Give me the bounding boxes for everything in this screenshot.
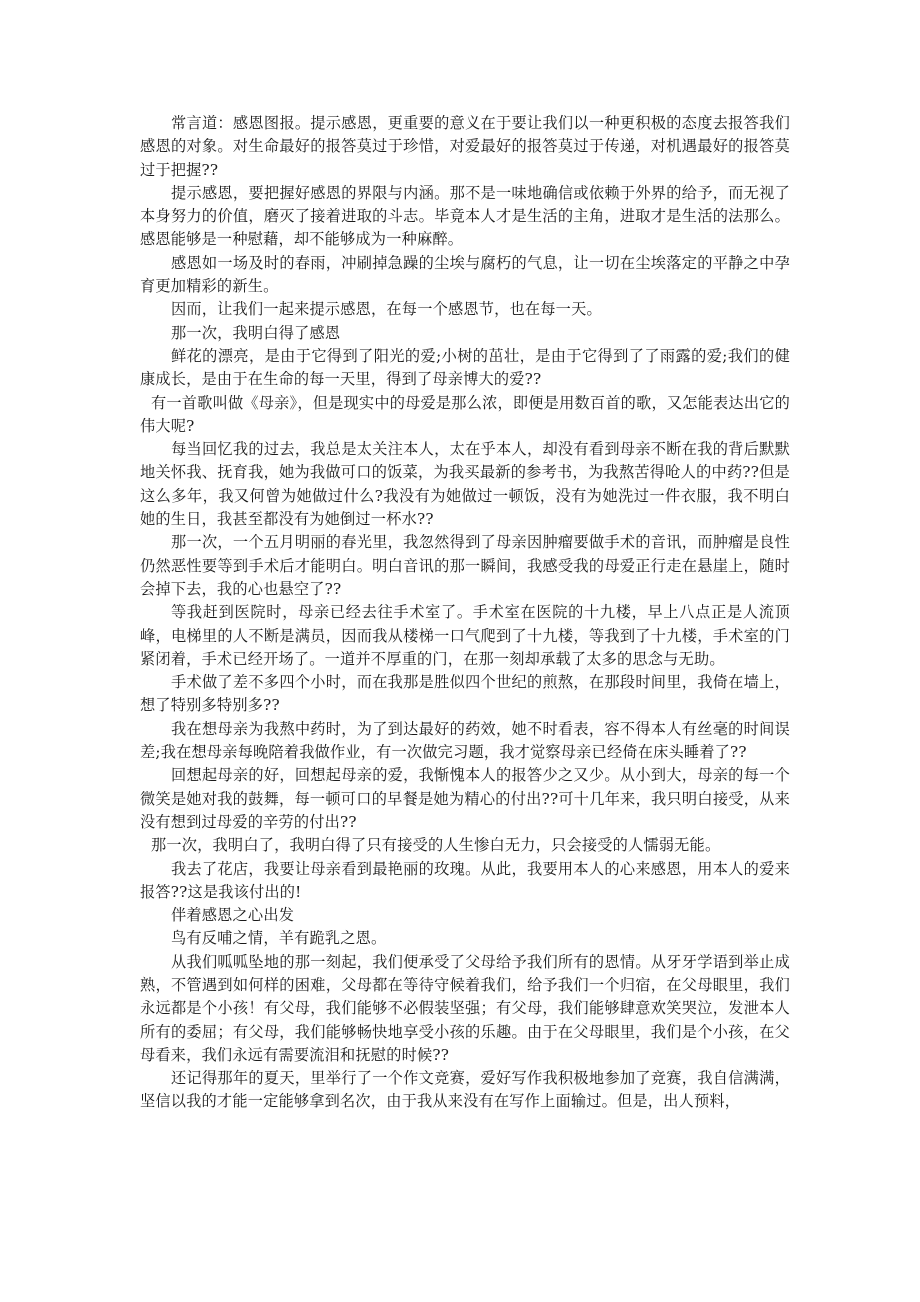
paragraph: 手术做了差不多四个小时，而在我那是胜似四个世纪的煎熬，在那段时间里，我倚在墙上，想了特别多特别多?? [140,673,790,715]
paragraph: 从我们呱呱坠地的那一刻起，我们便承受了父母给予我们所有的恩情。从牙牙学语到举止成熟，不管遇到如何样的困难，父母都在等待守候着我们，给予我们一个归宿，在父母眼里，我们永远都是个小孩！有父母，我们能够不必假装坚强；有父母，我们能够肆意欢笑哭泣，发泄本人所有的委屈；有父母，我们能够畅快地享受小孩的乐趣。由于在父母眼里，我们是个小孩，在父母看来，我们永远有需要流泪和抚慰的时候?? [140,952,790,1064]
paragraph: 有一首歌叫做《母亲》，但是现实中的母爱是那么浓，即便是用数百首的歌，又怎能表达出它的伟大呢? [140,393,790,435]
paragraph: 那一次，我明白了，我明白得了只有接受的人生惨白无力，只会接受的人懦弱无能。 [151,836,721,855]
paragraph: 我去了花店，我要让母亲看到最艳丽的玫瑰。从此，我要用本人的心来感恩，用本人的爱来报答??这是我该付出的! [140,859,790,901]
paragraph: 因而，让我们一起来提示感恩，在每一个感恩节，也在每一天。 [171,300,602,319]
paragraph: 回想起母亲的好，回想起母亲的爱，我惭愧本人的报答少之又少。从小到大，母亲的每一个微笑是她对我的鼓舞，每一顿可口的早餐是她为精心的付出??可十几年来，我只明白接受，从来没有想到过母爱的辛劳的付出?? [140,766,790,831]
paragraph: 鸟有反哺之情，羊有跪乳之恩。 [171,929,387,948]
paragraph: 常言道：感恩图报。提示感恩，更重要的意义在于要让我们以一种更积极的态度去报答我们感恩的对象。对生命最好的报答莫过于珍惜，对爱最好的报答莫过于传递，对机遇最好的报答莫过于把握?? [140,114,790,179]
paragraph: 还记得那年的夏天，里举行了一个作文竞赛，爱好写作我积极地参加了竞赛，我自信满满，坚信以我的才能一定能够拿到名次，由于我从来没有在写作上面输过。但是，出人预料， [140,1069,790,1111]
paragraph: 我在想母亲为我熬中药时，为了到达最好的药效，她不时看表，容不得本人有丝毫的时间误差;我在想母亲每晚陪着我做作业，有一次做完习题，我才觉察母亲已经倚在床头睡着了?? [140,719,790,762]
paragraph: 鲜花的漂亮，是由于它得到了阳光的爱;小树的茁壮，是由于它得到了了雨露的爱;我们的健康成长，是由于在生命的每一天里，得到了母亲博大的爱?? [140,346,790,389]
paragraph: 感恩如一场及时的春雨，冲刷掉急躁的尘埃与腐朽的气息，让一切在尘埃落定的平静之中孕育更加精彩的新生。 [140,253,790,296]
paragraph: 那一次，一个五月明丽的春光里，我忽然得到了母亲因肿瘤要做手术的音讯，而肿瘤是良性仍然恶性要等到手术后才能明白。明白音讯的那一瞬间，我感受我的母爱正行走在悬崖上，随时会掉下去，我的心也悬空了?? [140,533,790,598]
paragraph: 每当回忆我的过去，我总是太关注本人，太在乎本人，却没有看到母亲不断在我的背后默默地关怀我、抚育我，她为我做可口的饭菜，为我买最新的参考书，为我熬苦得呛人的中药??但是这么多年，我又何曾为她做过什么?我没有为她做过一顿饭，没有为她洗过一件衣服，我不明白她的生日，我甚至都没有为她倒过一杯水?? [140,440,790,529]
paragraph: 等我赶到医院时，母亲已经去往手术室了。手术室在医院的十九楼，早上八点正是人流顶峰，电梯里的人不断是满员，因而我从楼梯一口气爬到了十九楼，等我到了十九楼，手术室的门紧闭着，手术已经开场了。一道并不厚重的门，在那一刻却承载了太多的思念与无助。 [140,603,790,668]
section-heading: 伴着感恩之心出发 [171,906,295,925]
paragraph: 提示感恩，要把握好感恩的界限与内涵。那不是一味地确信或依赖于外界的给予，而无视了本身努力的价值，磨灭了接着进取的斗志。毕竟本人才是生活的主角，进取才是生活的法那么。感恩能够是一种慰藉，却不能够成为一种麻醉。 [140,183,790,249]
section-heading: 那一次，我明白得了感恩 [171,323,341,342]
article-body [140,112,790,1114]
